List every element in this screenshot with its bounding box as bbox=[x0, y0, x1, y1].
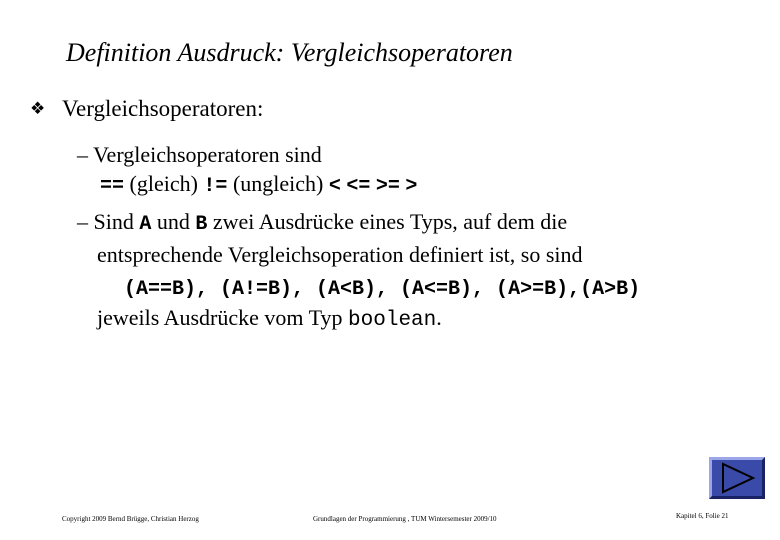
item2-line4-prefix: jeweils Ausdrücke vom Typ bbox=[97, 305, 343, 330]
item2-prefix: – Sind bbox=[77, 209, 134, 234]
bullet-label: Vergleichsoperatoren: bbox=[62, 96, 264, 121]
op-neq-desc: (ungleich) bbox=[232, 171, 324, 196]
var-a: A bbox=[139, 213, 152, 236]
op-gt: > bbox=[405, 175, 418, 198]
footer-copyright: Copyright 2009 Bernd Brügge, Christian Herzog bbox=[62, 515, 199, 523]
comparison-expressions: (A==B), (A!=B), (A<B), (A<=B), (A>=B),(A>B) bbox=[124, 278, 641, 301]
operator-list bbox=[100, 171, 417, 198]
play-triangle-icon bbox=[712, 460, 762, 496]
op-le: <= bbox=[346, 175, 371, 198]
op-lt: < bbox=[328, 175, 341, 198]
item2-line4-suffix: . bbox=[436, 305, 442, 330]
footer-course: Grundlagen der Programmierung , TUM Wintersemester 2009/10 bbox=[313, 515, 497, 523]
slide-title: Definition Ausdruck: Vergleichsoperatoren bbox=[66, 38, 513, 67]
next-slide-button[interactable] bbox=[709, 457, 765, 499]
item2-line2: entsprechende Vergleichsoperation definiert ist, so sind bbox=[97, 242, 583, 267]
op-neq: != bbox=[203, 175, 228, 198]
var-b: B bbox=[195, 213, 208, 236]
bullet-item bbox=[30, 96, 263, 122]
item1-text: – Vergleichsoperatoren sind bbox=[77, 142, 322, 167]
item2-line1 bbox=[77, 209, 567, 236]
op-ge: >= bbox=[375, 175, 400, 198]
item2-line4 bbox=[97, 305, 442, 332]
item2-rest1: zwei Ausdrücke eines Typs, auf dem die bbox=[212, 209, 568, 234]
footer-page: Kapitel 6, Folie 21 bbox=[676, 512, 729, 520]
op-eq: == bbox=[100, 175, 125, 198]
item2-und: und bbox=[156, 209, 190, 234]
op-eq-desc: (gleich) bbox=[129, 171, 198, 196]
type-boolean: boolean bbox=[348, 309, 437, 332]
diamond-bullet-icon: ❖ bbox=[30, 99, 46, 118]
